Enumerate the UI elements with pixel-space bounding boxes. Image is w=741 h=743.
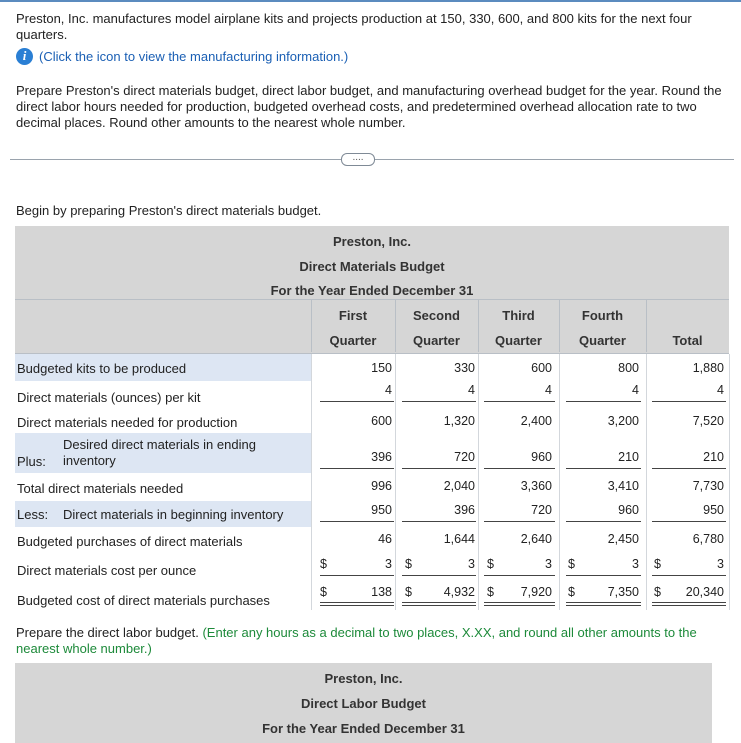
col-total: Total [672,333,703,348]
row-label-budgeted-purchases: Budgeted purchases of direct materials [17,534,243,549]
top-accent-bar [0,0,741,2]
cell[interactable]: 4,932 [443,585,475,599]
labor-hint-1: (Enter any hours as a decimal to two places, X.XX, and round all other amounts to the [202,625,697,640]
cell[interactable]: 2,040 [443,479,475,493]
cell[interactable]: 6,780 [692,532,724,546]
labor-prompt: Prepare the direct labor budget. [16,625,199,640]
cell[interactable]: 600 [531,361,552,375]
cell[interactable]: 960 [531,450,552,464]
cell[interactable]: 960 [618,503,639,517]
cell[interactable]: 3 [632,557,639,571]
cell[interactable]: 3 [717,557,724,571]
cell[interactable]: 396 [371,450,392,464]
cell[interactable]: 3 [385,557,392,571]
currency-sign: $ [487,557,494,571]
cell[interactable]: 996 [371,479,392,493]
cell[interactable]: 7,520 [692,414,724,428]
currency-sign: $ [568,585,575,599]
info-icon[interactable]: i [16,48,33,65]
cell[interactable]: 210 [703,450,724,464]
cell[interactable]: 3,360 [520,479,552,493]
col-q3-top: Third [502,308,535,323]
row-label-ending-inv-1: Desired direct materials in ending [63,437,256,452]
instructions-line2: direct labor hours needed for production, budgeted overhead costs, and predetermined overhead allocation rate to two [16,99,697,114]
dl-budget-header [15,663,712,743]
row-label-total-dm-needed: Total direct materials needed [17,481,184,496]
cell[interactable]: 800 [618,361,639,375]
expand-more-button[interactable]: .... [341,153,375,166]
row-label-kits: Budgeted kits to be produced [17,361,187,376]
cell[interactable]: 4 [632,383,639,397]
cell[interactable]: 950 [703,503,724,517]
currency-sign: $ [320,585,327,599]
cell[interactable]: 720 [531,503,552,517]
col-q2-bot: Quarter [413,333,460,348]
col-q1-bot: Quarter [329,333,377,348]
col-q4-bot: Quarter [579,333,626,348]
col-q4-top: Fourth [581,308,624,323]
col-q1-top: First [338,308,368,323]
cell[interactable]: 4 [545,383,552,397]
cell[interactable]: 3,410 [607,479,639,493]
col-q2-top: Second [413,308,460,323]
cell[interactable]: 4 [468,383,475,397]
header-rule [15,299,729,300]
cell[interactable]: 150 [371,361,392,375]
cell[interactable]: 2,400 [520,414,552,428]
instructions-line1: Prepare Preston's direct materials budget, direct labor budget, and manufacturing overhead budget for the year. Round the [16,83,722,98]
cell[interactable]: 210 [618,450,639,464]
cell[interactable]: 396 [454,503,475,517]
row-label-cost-per-ounce: Direct materials cost per ounce [17,563,197,578]
cell[interactable]: 3 [468,557,475,571]
currency-sign: $ [654,585,661,599]
instructions-line3: decimal places. Round other amounts to the nearest whole number. [16,115,406,130]
cell[interactable]: 1,644 [443,532,475,546]
dl-title: Direct Labor Budget [301,696,426,711]
cell[interactable]: 950 [371,503,392,517]
col-q3-bot: Quarter [495,333,542,348]
info-row[interactable] [16,47,348,65]
cell[interactable]: 4 [385,383,392,397]
cell[interactable]: 20,340 [685,585,724,599]
row-prefix-less: Less: [17,507,49,522]
cell[interactable]: 1,320 [443,414,475,428]
currency-sign: $ [568,557,575,571]
cell[interactable]: 600 [371,414,392,428]
labor-hint-2: nearest whole number.) [16,641,152,656]
cell[interactable]: 3 [545,557,552,571]
dl-company: Preston, Inc. [324,671,403,686]
row-label-budgeted-cost: Budgeted cost of direct materials purchases [17,593,270,608]
cell[interactable]: 7,350 [607,585,639,599]
row-label-ounces-per-kit: Direct materials (ounces) per kit [17,390,201,405]
currency-sign: $ [405,585,412,599]
dm-title: Direct Materials Budget [299,259,445,274]
cell[interactable]: 1,880 [692,361,724,375]
dm-period: For the Year Ended December 31 [270,283,474,298]
dm-company: Preston, Inc. [332,234,412,249]
currency-sign: $ [487,585,494,599]
cell[interactable]: 138 [371,585,392,599]
problem-text-line2: quarters. [16,27,68,42]
currency-sign: $ [405,557,412,571]
cell[interactable]: 2,640 [520,532,552,546]
row-prefix-plus: Plus: [17,454,46,469]
begin-text: Begin by preparing Preston's direct materials budget. [16,203,322,218]
cell[interactable]: 7,730 [692,479,724,493]
cell[interactable]: 3,200 [607,414,639,428]
info-link[interactable]: (Click the icon to view the manufacturing information.) [39,48,349,64]
labor-prompt-line1 [16,625,726,641]
currency-sign: $ [654,557,661,571]
row-label-beginning-inv: Direct materials in beginning inventory [63,507,284,522]
cell[interactable]: 7,920 [520,585,552,599]
dl-period: For the Year Ended December 31 [262,721,465,736]
currency-sign: $ [320,557,327,571]
row-label-ending-inv-2: inventory [63,453,116,468]
problem-text-line1: Preston, Inc. manufactures model airplane kits and projects production at 150, 330, 600, and 800 kits for the next four [16,11,692,26]
cell[interactable]: 330 [454,361,475,375]
cell[interactable]: 720 [454,450,475,464]
row-label-dm-needed: Direct materials needed for production [17,415,238,430]
cell[interactable]: 4 [717,383,724,397]
cell[interactable]: 46 [378,532,392,546]
cell[interactable]: 2,450 [607,532,639,546]
